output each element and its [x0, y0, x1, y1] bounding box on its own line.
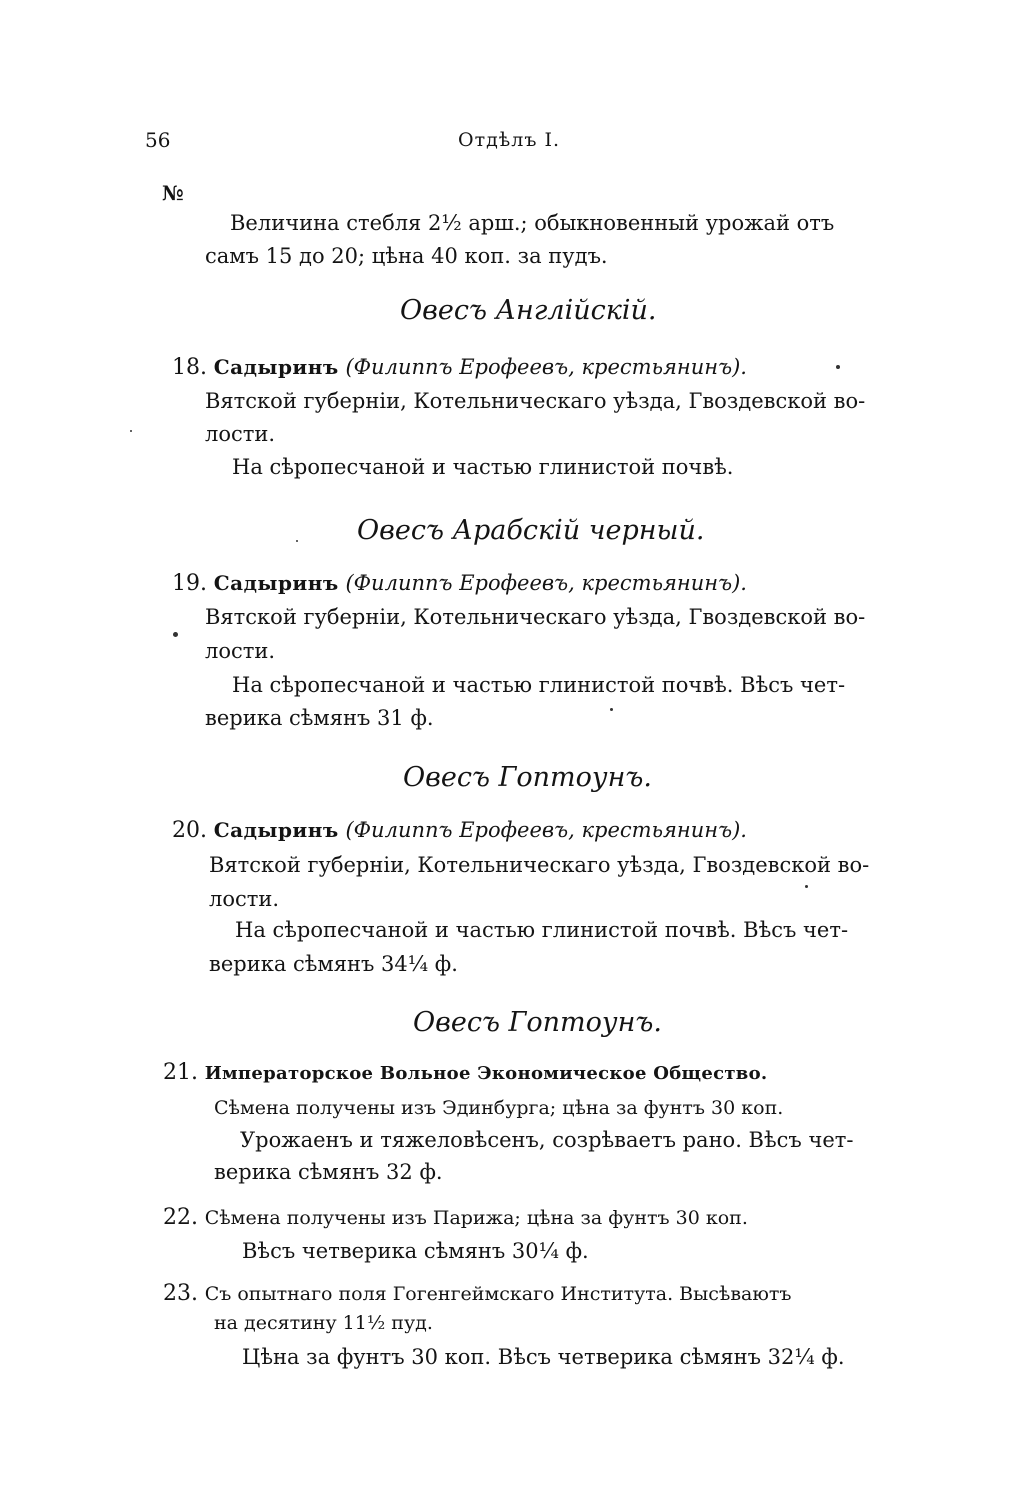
entry-detail: (Филиппъ Ерофеевъ, крестьянинъ). [345, 818, 747, 842]
entry-detail: (Филиппъ Ерофеевъ, крестьянинъ). [345, 571, 747, 595]
scan-speck [836, 365, 840, 369]
entry-21-header [163, 1057, 767, 1089]
entry-20-line-2: Вятской губерніи, Котельническаго уѣзда, Гвоздевской во- [209, 853, 870, 877]
entry-number: 18. [172, 355, 207, 380]
intro-line-1: Величина стебля 2½ арш.; обыкновенный урожай отъ [230, 211, 835, 235]
entry-18-line-4: На сѣропесчаной и частью глинистой почвѣ. [232, 455, 734, 479]
scan-speck [173, 632, 178, 637]
entry-text: Съ опытнаго поля Гогенгеймскаго Института. Высѣваютъ [204, 1283, 792, 1305]
entry-number: 21. [163, 1060, 198, 1085]
page-number: 56 [145, 128, 171, 152]
number-sign: № [162, 181, 184, 205]
entry-20-line-3: лости. [209, 887, 280, 911]
entry-name: Садыринъ [213, 818, 339, 842]
entry-23-line-2: на десятину 11½ пуд. [214, 1312, 433, 1334]
section-heading: Овесъ Гоптоунъ. [413, 1007, 662, 1038]
entry-name: Садыринъ [213, 355, 339, 379]
entry-number: 20. [172, 818, 207, 843]
entry-22-line-1 [163, 1202, 748, 1233]
entry-22-line-2: Вѣсъ четверика сѣмянъ 30¼ ф. [242, 1239, 589, 1263]
entry-20-line-5: верика сѣмянъ 34¼ ф. [209, 952, 458, 976]
entry-18-line-2: Вятской губерніи, Котельническаго уѣзда, Гвоздевской во- [205, 389, 866, 413]
section-heading: Овесъ Гоптоунъ. [403, 762, 652, 793]
entry-number: 19. [172, 571, 207, 596]
entry-21-line-2: Сѣмена получены изъ Эдинбурга; цѣна за фунтъ 30 коп. [214, 1097, 784, 1119]
entry-name: Садыринъ [213, 571, 339, 595]
entry-21-line-4: верика сѣмянъ 32 ф. [214, 1160, 443, 1184]
entry-21-line-3: Урожаенъ и тяжеловѣсенъ, созрѣваетъ рано. Вѣсъ чет- [240, 1128, 854, 1152]
entry-19-line-4: На сѣропесчаной и частью глинистой почвѣ. Вѣсъ чет- [232, 673, 846, 697]
entry-number: 22. [163, 1205, 198, 1230]
entry-name: Императорское Вольное Экономическое Общество. [204, 1063, 768, 1084]
scan-speck [805, 885, 808, 888]
running-head: Отдѣлъ I. [458, 129, 560, 151]
entry-20-header [172, 815, 747, 846]
entry-23-line-3: Цѣна за фунтъ 30 коп. Вѣсъ четверика сѣмянъ 32¼ ф. [242, 1345, 845, 1369]
entry-text: Сѣмена получены изъ Парижа; цѣна за фунтъ 30 коп. [204, 1207, 748, 1229]
entry-detail: (Филиппъ Ерофеевъ, крестьянинъ). [345, 355, 747, 379]
entry-18-line-3: лости. [205, 422, 276, 446]
intro-line-2: самъ 15 до 20; цѣна 40 коп. за пудъ. [205, 244, 608, 268]
entry-19-line-2: Вятской губерніи, Котельническаго уѣзда, Гвоздевской во- [205, 605, 866, 629]
section-heading: Овесъ Арабскій черный. [357, 515, 705, 546]
entry-number: 23. [163, 1281, 198, 1306]
entry-23-line-1 [163, 1278, 792, 1309]
scan-speck [610, 708, 613, 711]
entry-19-header [172, 568, 747, 599]
scan-speck [130, 430, 132, 432]
scan-speck [296, 540, 298, 542]
entry-20-line-4: На сѣропесчаной и частью глинистой почвѣ. Вѣсъ чет- [235, 918, 849, 942]
section-heading: Овесъ Англійскій. [400, 295, 657, 326]
entry-19-line-3: лости. [205, 639, 276, 663]
entry-19-line-5: верика сѣмянъ 31 ф. [205, 706, 434, 730]
entry-18-header [172, 352, 747, 383]
